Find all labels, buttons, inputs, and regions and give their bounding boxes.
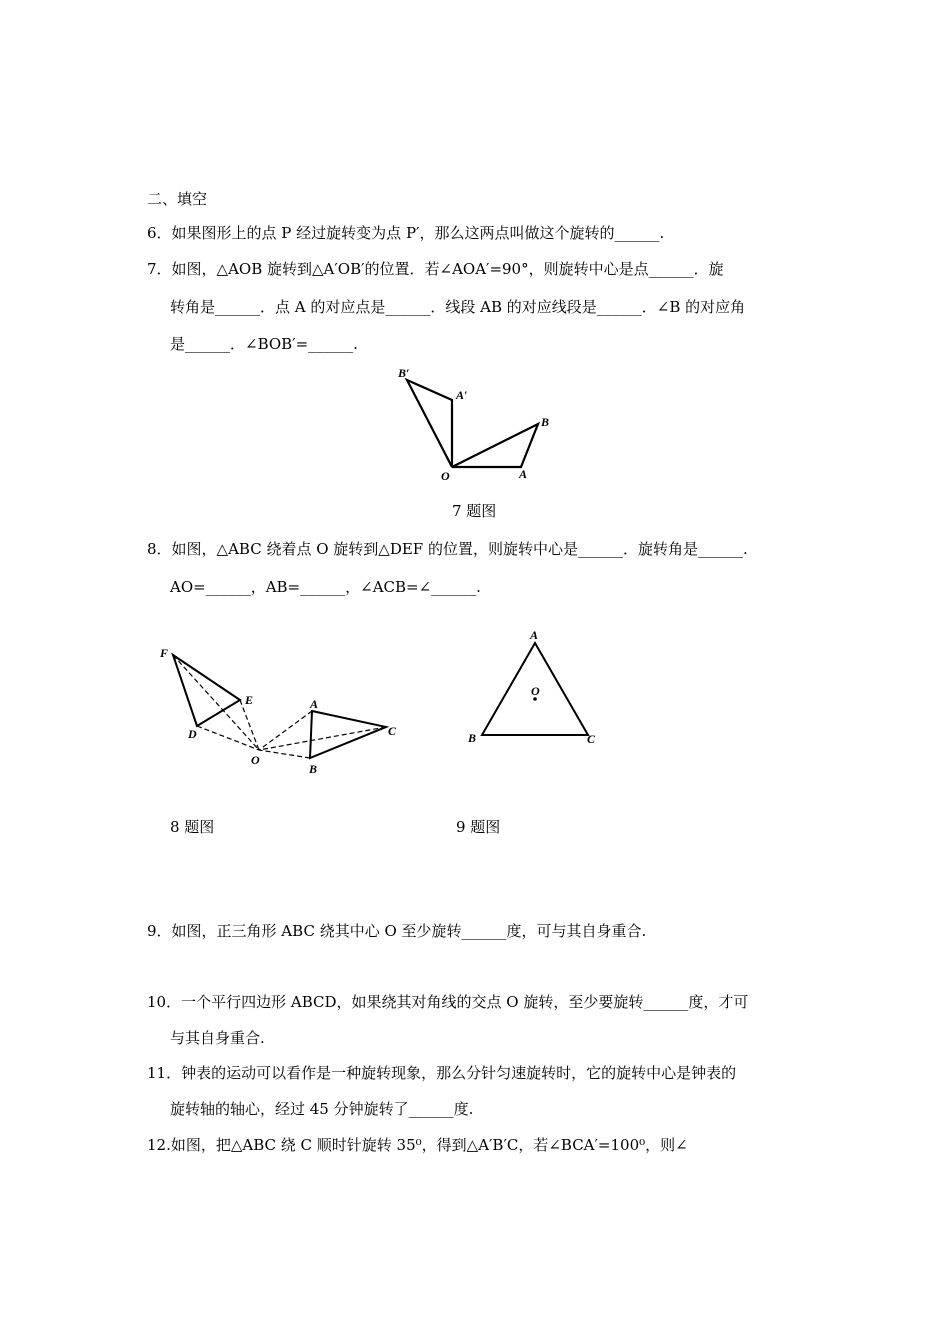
question-11-line-2: 旋转轴的轴心，经过 45 分钟旋转了______度. <box>170 1100 474 1118</box>
question-10-line-2: 与其自身重合. <box>170 1029 265 1047</box>
question-8-line-1: 8．如图，△ABC 绕着点 O 旋转到△DEF 的位置，则旋转中心是______．旋转角是______. <box>147 540 748 558</box>
figure-7 <box>390 362 590 482</box>
label-f: F <box>160 646 169 660</box>
dashed-lines <box>173 655 386 758</box>
figure-9 <box>465 625 605 755</box>
label-c: C <box>587 732 596 746</box>
question-8-line-2: AO=______，AB=______，∠ACB=∠______. <box>170 578 481 596</box>
label-e: E <box>245 693 254 707</box>
label-o: O <box>531 684 540 698</box>
label-o: O <box>251 753 260 767</box>
question-7-line-3: 是______．∠BOB′=______. <box>170 335 358 353</box>
label-b-prime: B′ <box>398 366 410 380</box>
label-b: B <box>541 415 550 429</box>
figure-8 <box>150 640 410 780</box>
label-b: B <box>468 731 477 745</box>
triangle-aob-prime <box>407 380 452 467</box>
label-o: O <box>441 469 450 482</box>
label-a: A <box>519 467 528 481</box>
figure-7-caption: 7 题图 <box>452 502 497 520</box>
figure-9-caption: 9 题图 <box>456 818 501 836</box>
figure-8-caption: 8 题图 <box>170 818 215 836</box>
triangle-aob <box>452 424 538 467</box>
label-a: A <box>310 697 319 711</box>
label-c: C <box>388 724 397 738</box>
triangle-abc <box>310 711 386 758</box>
label-b: B <box>309 762 318 776</box>
label-a-prime: A′ <box>456 388 468 402</box>
section-title: 二、填空 <box>147 190 208 208</box>
question-9: 9．如图，正三角形 ABC 绕其中心 O 至少旋转______度，可与其自身重合. <box>147 922 647 940</box>
triangle-def <box>173 655 240 726</box>
question-7-line-2: 转角是______．点 A 的对应点是______．线段 AB 的对应线段是______．∠B 的对应角 <box>170 298 746 316</box>
question-11-line-1: 11．钟表的运动可以看作是一种旋转现象，那么分针匀速旋转时，它的旋转中心是钟表的 <box>147 1064 737 1082</box>
label-d: D <box>188 727 197 741</box>
question-10-line-1: 10．一个平行四边形 ABCD，如果绕其对角线的交点 O 旋转，至少要旋转______度，才可 <box>147 993 749 1011</box>
question-12: 12.如图，把△ABC 绕 C 顺时针旋转 35⁰，得到△A′B′C，若∠BCA′=100⁰，则∠ <box>147 1136 688 1154</box>
question-7-line-1: 7．如图，△AOB 旋转到△A′OB′的位置．若∠AOA′=90°，则旋转中心是点______．旋 <box>147 260 724 278</box>
label-a: A <box>530 628 539 642</box>
question-6: 6．如果图形上的点 P 经过旋转变为点 P′，那么这两点叫做这个旋转的______. <box>147 224 665 242</box>
